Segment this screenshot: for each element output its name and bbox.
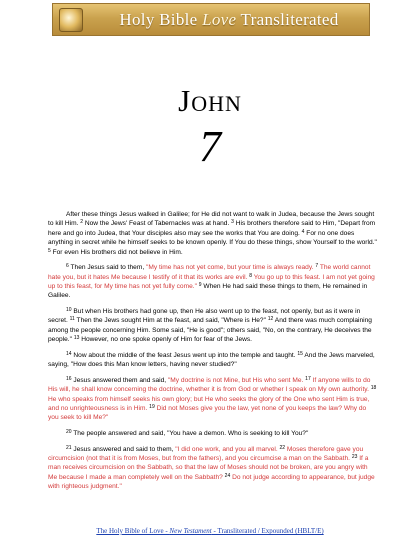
verse-number: 11 — [69, 316, 75, 323]
verse-paragraph — [48, 263, 378, 301]
words-of-jesus: Did not Moses give you the law, yet none of you keeps the law? Why do you seek to kill Me?" — [48, 405, 367, 422]
verse-number: 5 — [48, 247, 51, 254]
verse-number: 6 — [66, 263, 69, 270]
words-of-jesus: "I did one work, and you all marvel. — [175, 445, 280, 453]
verse-text: Now about the middle of the feast Jesus went up into the temple and taught. — [71, 351, 298, 359]
verse-text: However, no one spoke openly of Him for fear of the Jews. — [79, 336, 253, 344]
verse-text: But when His brothers had gone up, then He also went up to the feast, not openly, but as it were in secret. — [48, 308, 361, 325]
words-of-jesus: If a man receives circumcision on the Sabbath, so that the law of Moses should not be broken, are you angry with Me because I made a man completely well on the Sabbath? — [48, 455, 369, 481]
verse-paragraph — [48, 429, 378, 438]
verse-text: And the Jews marveled, saying, "How does this Man know letters, having never studied?" — [48, 351, 375, 369]
verse-number: 16 — [66, 375, 72, 382]
verse-number: 9 — [198, 282, 202, 289]
verse-text: His brothers therefore said to Him, "Depart from here and go into Judea, that Your disciples also may see the works that You are doing. — [48, 220, 376, 237]
verse-number: 14 — [66, 350, 72, 357]
logo-emblem-icon — [59, 8, 83, 32]
verse-text: When He had said these things to them, He remained in Galilee. — [48, 283, 368, 300]
verse-number: 19 — [149, 404, 155, 411]
verse-number: 20 — [66, 429, 72, 436]
verse-text: Jesus answered and said to them, — [71, 445, 176, 453]
chapter-number: 7 — [199, 122, 221, 171]
verse-number: 10 — [66, 307, 72, 314]
verse-text: For even His brothers did not believe in Him. — [50, 248, 183, 256]
verse-number: 4 — [301, 228, 305, 235]
verse-number: 3 — [231, 219, 234, 226]
verse-number: 13 — [73, 335, 80, 342]
verse-text: Then the Jews sought Him at the feast, and said, "Where is He?" — [74, 317, 268, 325]
book-title: John — [178, 83, 242, 118]
verse-text: Jesus answered them and said, — [71, 376, 168, 384]
words-of-jesus: Moses therefore gave you circumcision (not that it is from Moses, but from the fathers), and you circumcise a man on the Sabbath. — [48, 445, 364, 463]
verse-paragraph — [48, 210, 378, 257]
verse-text: Then Jesus said to them, — [68, 264, 146, 272]
verse-paragraph — [48, 445, 378, 492]
words-of-jesus: Do not judge according to appearance, but judge with righteous judgment." — [48, 473, 375, 491]
verse-text: After these things Jesus walked in Galilee; for He did not want to walk in Judea, because the Jews sought to kill Him. — [48, 211, 375, 228]
verse-text: For no one does anything in secret while he himself seeks to be known openly. If You do these things, show Yourself to the world." — [48, 229, 377, 247]
scripture-text — [48, 210, 378, 498]
header-title: Holy Bible Love Transliterated — [119, 9, 339, 29]
verse-number: 24 — [224, 472, 231, 479]
verse-number: 15 — [297, 350, 303, 357]
verse-number: 18 — [370, 385, 377, 392]
header-banner — [52, 3, 370, 36]
words-of-jesus: The world cannot hate you, but it hates Me because I testify of it that its works are evil. — [48, 264, 371, 281]
verse-number: 2 — [80, 219, 84, 226]
verse-paragraph — [48, 351, 378, 370]
verse-number: 22 — [279, 444, 286, 451]
words-of-jesus: "My doctrine is not Mine, but His who sent Me. — [167, 376, 306, 384]
verse-number: 8 — [249, 272, 252, 279]
verse-number: 7 — [315, 263, 319, 270]
verse-paragraph — [48, 376, 378, 423]
words-of-jesus: "My time has not yet come, but your time is always ready. — [146, 264, 316, 272]
words-of-jesus: He who speaks from himself seeks his own glory; but He who seeks the glory of the One who sent Him is true, and no unrighteousness is in Him. — [48, 395, 370, 413]
verse-paragraph — [48, 307, 378, 345]
verse-text: The people answered and said, "You have a demon. Who is seeking to kill You?" — [71, 430, 309, 438]
words-of-jesus: You go up to this feast. I am not yet going up to this feast, for My time has not yet fully come." — [48, 273, 375, 291]
words-of-jesus: If anyone wills to do His will, he shall know concerning the doctrine, whether it is from God or whether I speak on My own authority. — [48, 376, 371, 394]
verse-text: And there was much complaining among the people concerning Him. Some said, "He is good"; others said, "No, on the contrary, He deceives the people." — [48, 317, 372, 344]
verse-number: 12 — [267, 316, 274, 323]
verse-text: Now the Jews' Feast of Tabernacles was at hand. — [83, 220, 232, 228]
verse-number: 23 — [351, 454, 358, 461]
footer-link[interactable]: The Holy Bible of Love - New Testament - Transliterated / Expounded (HBLT/E) — [96, 527, 324, 535]
verse-number: 17 — [305, 375, 311, 382]
verse-number: 21 — [66, 444, 72, 451]
